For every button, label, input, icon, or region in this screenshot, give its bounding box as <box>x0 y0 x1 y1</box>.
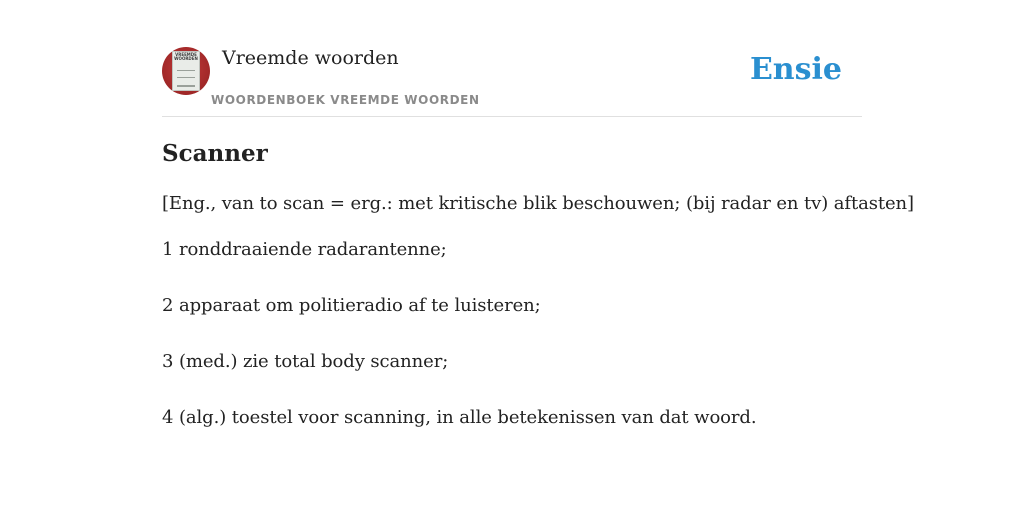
entry-etymology: [Eng., van to scan = erg.: met kritische blik beschouwen; (bij radar en tv) aftasten] <box>162 193 914 214</box>
book-cover-image <box>172 51 200 91</box>
book-cover-title: VREEMDE WOORDEN <box>174 52 198 61</box>
ensie-logo-link[interactable]: Ensie <box>749 52 842 87</box>
entry-title: Scanner <box>162 140 268 167</box>
definition-item: 4 (alg.) toestel voor scanning, in alle betekenissen van dat woord. <box>162 407 757 428</box>
dictionary-subtitle: WOORDENBOEK VREEMDE WOORDEN <box>211 93 480 107</box>
book-cover-footer <box>177 85 195 87</box>
definition-list <box>162 238 872 430</box>
dictionary-title-link[interactable]: Vreemde woorden <box>222 47 399 69</box>
definition-item: 1 ronddraaiende radarantenne; <box>162 239 447 260</box>
definition-item: 2 apparaat om politieradio af te luisteren; <box>162 295 541 316</box>
book-cover-decoration <box>177 70 195 78</box>
dictionary-avatar[interactable] <box>162 47 210 95</box>
entry-content <box>162 138 914 430</box>
definition-item: 3 (med.) zie total body scanner; <box>162 351 449 372</box>
header <box>162 44 862 117</box>
